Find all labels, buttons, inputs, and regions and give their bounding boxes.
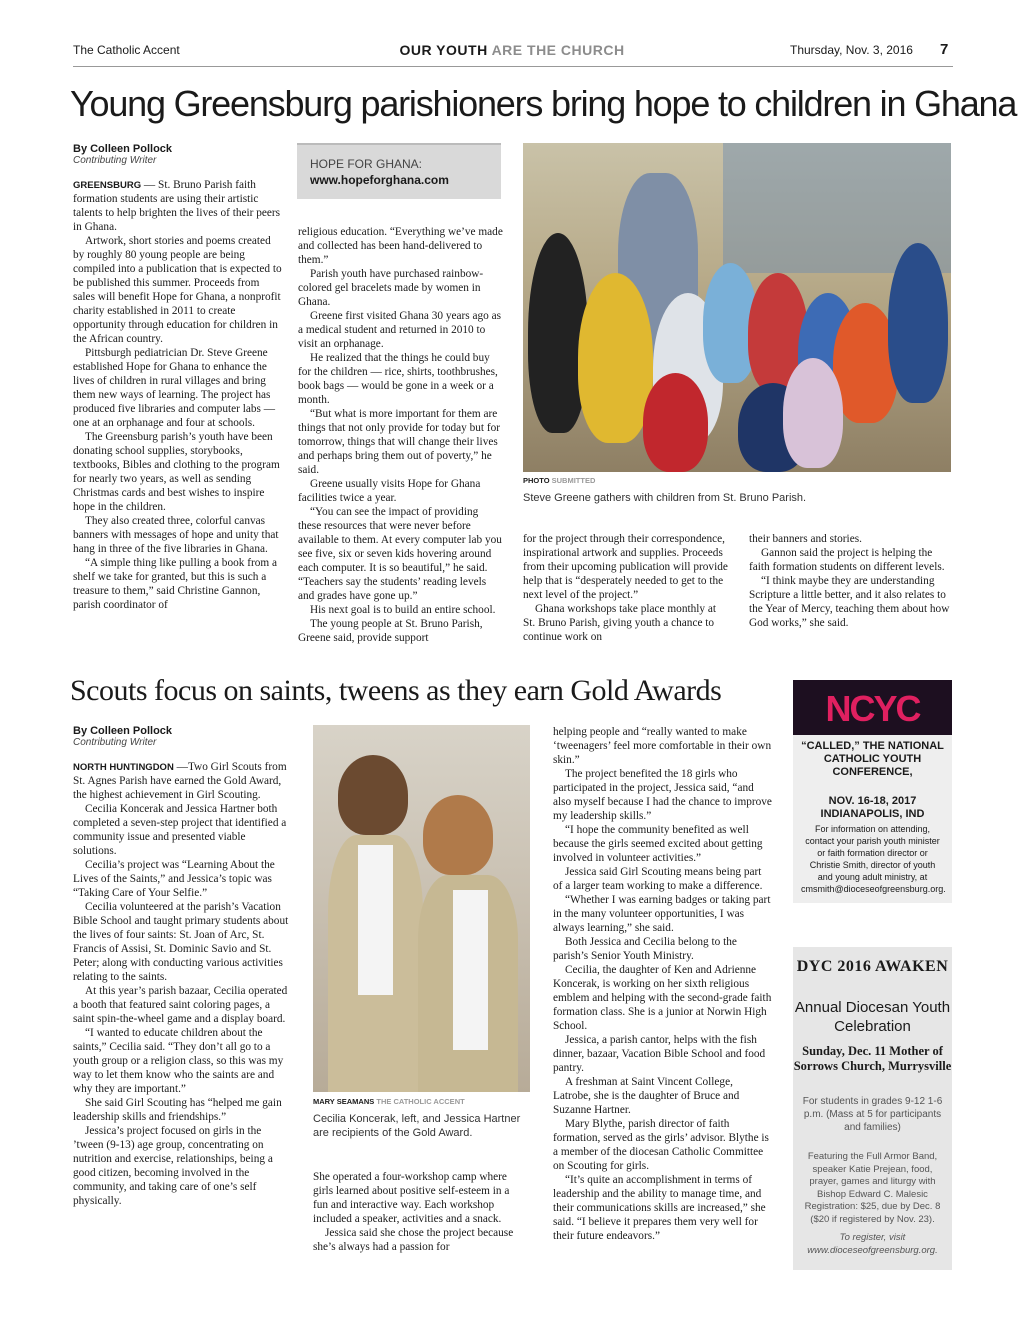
story1-col4: [749, 532, 952, 630]
hope-box-title: HOPE FOR GHANA:: [310, 157, 423, 171]
ncyc-banner: [793, 680, 952, 735]
story2-para: Cecilia’s project was “Learning About the Lives of the Saints,” and Jessica’s topic was “Taking Care of Your Selfie.”: [73, 859, 275, 899]
issue-date: Thursday, Nov. 3, 2016: [790, 43, 913, 57]
story2-para: Cecilia Koncerak and Jessica Hartner both completed a seven-step project that identified a community issue and presented viable solutions.: [73, 803, 287, 857]
dyc-details: For students in grades 9-12 1-6 p.m. (Mass at 5 for participants and families): [802, 1096, 943, 1133]
story1-para: “You can see the impact of providing these resources that were never before available to them. At every computer lab you see five, six or seven kids hovering around each computer. It is so beautiful,” he said. “Teachers say the students’ reading levels and grades have gone up.”: [298, 506, 502, 602]
photo2-credit: [313, 1097, 465, 1106]
ncyc-heading: “CALLED,” THE NATIONAL CATHOLIC YOUTH CONFERENCE,: [801, 740, 944, 778]
story2-para: Both Jessica and Cecilia belong to the parish’s Senior Youth Ministry.: [553, 936, 737, 962]
story2-para: “Whether I was earning badges or taking part in the many volunteer opportunities, I was always learning,” she said.: [553, 894, 771, 934]
child-figure: [783, 358, 843, 468]
dyc-register[interactable]: To register, visit www.dioceseofgreensburg.org.: [807, 1232, 938, 1256]
story2-para: Jessica’s project focused on girls in the ’tween (9-13) age group, concentrating on nutrition and exercise, relationships, being a good citizen, becoming involved in the community, and taking care of one’s self physically.: [73, 1125, 273, 1207]
story2-dateline: NORTH HUNTINGDON: [73, 762, 174, 773]
story2-col2: [313, 1170, 523, 1254]
section-title-b: ARE THE CHURCH: [491, 42, 625, 58]
story1-para: “I think maybe they are understanding Scripture a little better, and it also relates to the Year of Mercy, teaching them about how God works,” she said.: [749, 575, 950, 629]
ncyc-dates: NOV. 16-18, 2017 INDIANAPOLIS, IND: [820, 795, 925, 820]
story2-col1: [73, 725, 291, 1208]
photo2-credit-b: THE CATHOLIC ACCENT: [376, 1097, 465, 1106]
story2-para: “I hope the community benefited as well because the girls seemed excited about getting involved in volunteer activities.”: [553, 824, 763, 864]
story2-headline: Scouts focus on saints, tweens as they earn Gold Awards: [70, 674, 722, 707]
story1-para: for the project through their correspondence, inspirational artwork and supplies. Proceeds from their upcoming publication will provide help that is “desperately needed to get to the next level of the project.”: [523, 533, 728, 601]
group-photo: [523, 143, 951, 472]
dyc-subtitle: Annual Diocesan Youth Celebration: [794, 999, 951, 1035]
photo1-credit-b: SUBMITTED: [551, 476, 596, 485]
story1-para: “A simple thing like pulling a book from a shelf we take for granted, but this is such a treasure to them,” said Christine Gannon, parish coordinator of: [73, 557, 278, 611]
story1-para: Gannon said the project is helping the faith formation students on different levels.: [749, 547, 945, 573]
story1-credit: Contributing Writer: [73, 155, 157, 166]
story2-para: At this year’s parish bazaar, Cecilia operated a booth that featured saint coloring pages, a saint spin-the-wheel game and a display board.: [73, 985, 288, 1025]
story2-para: Cecilia volunteered at the parish’s Vacation Bible School and taught primary students about the lives of four saints: St. Joan of Arc, St. Francis of Assisi, St. Dominic Savio and St. Peter; along with conducting various activities relating to the saints.: [73, 901, 289, 983]
white-shirt: [358, 845, 393, 995]
story2-para: She said Girl Scouting has “helped me gain leadership skills and friendships.”: [73, 1097, 282, 1123]
story2-para: Jessica said Girl Scouting means being part of a larger team working to make a difference.: [553, 866, 763, 892]
story1-para: The Greensburg parish’s youth have been donating school supplies, storybooks, textbooks, Bibles and clothing to the program for nearly two years, as well as sending Christmas cards and best wishes to inspire hope in the children.: [73, 431, 280, 513]
photo2-caption: Cecilia Koncerak, left, and Jessica Hartner are recipients of the Gold Award.: [313, 1113, 521, 1139]
scouts-photo: [313, 725, 530, 1092]
child-figure: [888, 243, 948, 403]
story1-headline: Young Greensburg parishioners bring hope to children in Ghana: [70, 83, 1017, 124]
photo1-caption: Steve Greene gathers with children from St. Bruno Parish.: [523, 492, 807, 504]
story1-para: religious education. “Everything we’ve made and collected has been hand-delivered to them.”: [298, 226, 503, 266]
story2-text: —Two Girl Scouts from St. Agnes Parish have earned the Gold Award, the highest achievement in Girl Scouting.: [73, 761, 287, 801]
scout-hair: [338, 755, 408, 835]
story1-byline: By Colleen Pollock: [73, 143, 173, 155]
story1-para: “But what is more important for them are things that not only provide for today but for tomorrow, things that will change their lives and perhaps bring them out of poverty,” he said.: [298, 408, 501, 476]
story2-para: A freshman at Saint Vincent College, Latrobe, she is the daughter of Bruce and Suzanne Hartner.: [553, 1076, 740, 1116]
story1-para: The young people at St. Bruno Parish, Greene said, provide support: [298, 618, 483, 644]
story2-col3: [553, 725, 773, 1243]
ncyc-logo: NCYC: [825, 688, 920, 729]
story1-para: Greene usually visits Hope for Ghana facilities twice a year.: [298, 478, 481, 504]
dyc-ad: [793, 947, 952, 1270]
story1-para: Ghana workshops take place monthly at St. Bruno Parish, giving youth a chance to continue work on: [523, 603, 717, 643]
story1-para: Artwork, short stories and poems created by roughly 80 young people are being compiled into a publication that is expected to be published this summer. Proceeds from sales will benefit Hope for Ghana, a nonprofit charity established in 2011 to create opportunity through education for children in the African country.: [73, 235, 282, 345]
story2-para: The project benefited the 18 girls who participated in the project, Jessica said, “and also myself because I had the chance to improve my leadership skills.”: [553, 768, 772, 822]
story2-byline: By Colleen Pollock: [73, 725, 173, 737]
publication-name: The Catholic Accent: [73, 43, 180, 57]
story2-para: Jessica said she chose the project because she’s always had a passion for: [313, 1227, 514, 1253]
dyc-title: DYC 2016 AWAKEN: [796, 958, 949, 975]
section-title-a: OUR YOUTH: [399, 42, 488, 58]
story1-para: Pittsburgh pediatrician Dr. Steve Greene established Hope for Ghana to enhance the lives of children in rural villages and bring them new ways of learning. The project has produced five libraries and computer labs — one at an orphanage and four at schools.: [73, 347, 276, 429]
white-shirt: [453, 890, 488, 1050]
photo1-credit: [523, 476, 595, 485]
story1-dateline: GREENSBURG: [73, 180, 142, 191]
story2-para: Cecilia, the daughter of Ken and Adrienne Koncerak, is working on her sixth religious emblem and helping with the second-grade faith formation class. She is a junior at Norwin High School.: [553, 964, 772, 1032]
story2-para: “I wanted to educate children about the saints,” Cecilia said. “They don’t all go to a youth group or a religion class, so this was my way to let them know who the saints are and why they are important.”: [73, 1027, 284, 1095]
story1-para: His next goal is to build an entire school.: [310, 604, 496, 616]
story1-para: Parish youth have purchased rainbow-colored gel bracelets made by women in Ghana.: [298, 268, 484, 308]
story1-para: [73, 178, 283, 234]
header-rule: [73, 66, 953, 67]
scout-hair: [423, 795, 493, 875]
story1-col3: [523, 532, 728, 644]
story1-para: He realized that the things he could buy for the children — rice, shirts, toothbrushes, book bags — would be gone in a week or a month.: [298, 352, 498, 406]
photo1-credit-a: PHOTO: [523, 476, 550, 485]
ncyc-info: For information on attending, contact your parish youth minister or faith formation director or Christie Smith, director of youth and young adult ministry, at cmsmith@dioceseofgreensburg.org.: [801, 824, 946, 894]
story1-text: — St. Bruno Parish faith formation students are using their artistic talents to help brighten the lives of their peers in Ghana.: [73, 179, 281, 233]
story1-para: They also created three, colorful canvas banners with messages of hope and unity that hang in three of the five libraries in Ghana.: [73, 515, 279, 555]
dyc-features: Featuring the Full Armor Band, speaker Katie Prejean, food, prayer, games and liturgy with Bishop Edward C. Malesic Registration: $25, due by Dec. 8 ($20 if registered by Nov. 23).: [804, 1151, 941, 1225]
story2-para: Mary Blythe, parish director of faith formation, served as the girls’ advisor. Blythe is a member of the diocesan Catholic Committee on Scouting for girls.: [553, 1118, 769, 1172]
child-figure: [578, 273, 653, 443]
child-figure: [643, 373, 708, 472]
story2-para: helping people and “really wanted to make ‘tweenagers’ feel more comfortable in their own skin.”: [553, 726, 772, 766]
story1-para: Greene first visited Ghana 30 years ago as a medical student and returned in 2010 to visit an orphanage.: [298, 310, 502, 350]
story2-para: Jessica, a parish cantor, helps with the fish dinner, bazaar, Vacation Bible School and food pantry.: [553, 1034, 766, 1074]
story1-col1: [73, 143, 283, 612]
story2-credit: Contributing Writer: [73, 737, 157, 748]
story2-para: [73, 760, 291, 802]
page-number: 7: [940, 41, 949, 58]
hope-for-ghana-box: [297, 143, 501, 199]
story2-para: “It’s quite an accomplishment in terms of leadership and the ability to manage time, and their communications skills are increased,” she said. “I believe it prepares them very well for their future endeavors.”: [553, 1174, 766, 1242]
story1-col2: [298, 225, 503, 645]
ncyc-ad: [793, 680, 952, 903]
dyc-when: Sunday, Dec. 11 Mother of Sorrows Church, Murrysville: [793, 1044, 952, 1073]
hope-box-url[interactable]: www.hopeforghana.com: [310, 173, 449, 187]
story1-para: their banners and stories.: [749, 533, 862, 545]
story2-para: She operated a four-workshop camp where girls learned about positive self-esteem in a fun and interactive way. Each workshop included a speaker, activities and a snack.: [313, 1171, 510, 1225]
photo2-credit-a: MARY SEAMANS: [313, 1097, 375, 1106]
